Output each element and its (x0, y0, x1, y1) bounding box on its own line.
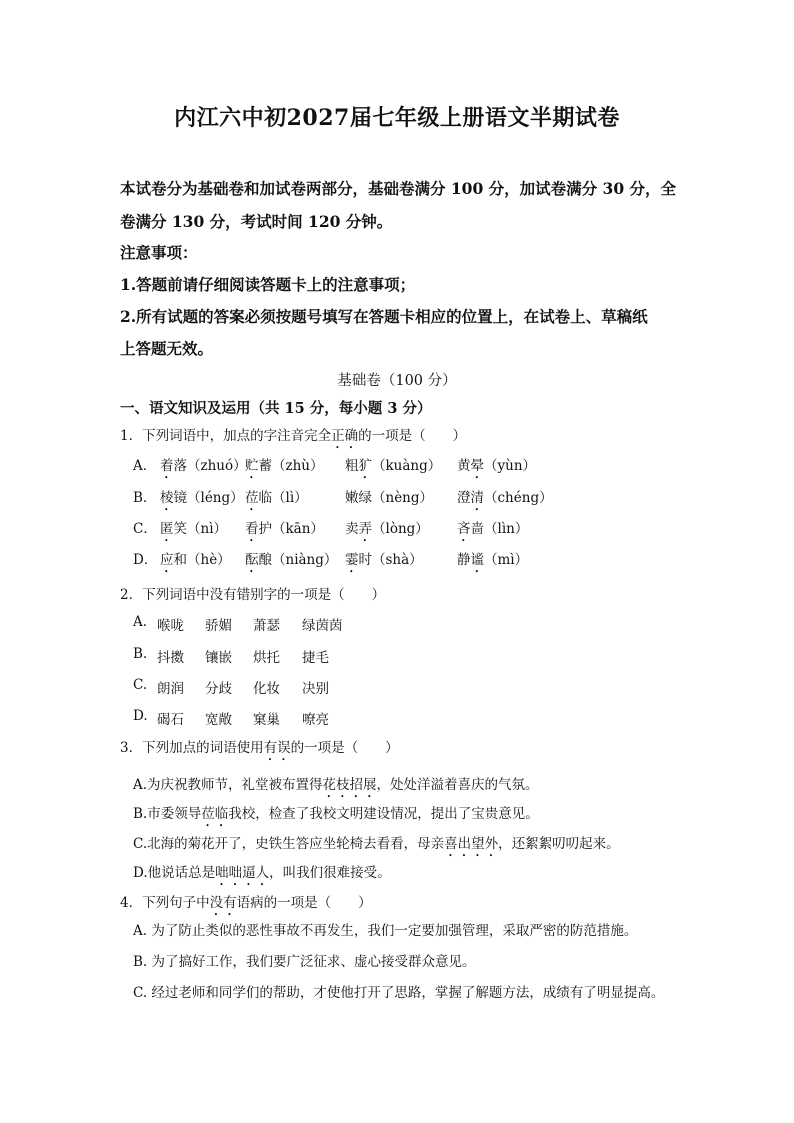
page-title: 内江六中初2027届七年级上册语文半期试卷 (174, 105, 620, 131)
dotted-char: 谧 (470, 552, 484, 568)
option-text-end: 我校，检查了我校文明建设情况，提出了宝贵意见。 (228, 806, 539, 822)
question-3-stem-text-end: 的一项是（ ） (290, 740, 399, 756)
option-word: 分歧 (205, 681, 232, 697)
word-part: 笑（nì） (173, 521, 228, 537)
word-part: 落（zhuó） (173, 458, 247, 474)
word-part: （kuàng） (372, 458, 442, 474)
option-word: 朗润 (157, 681, 184, 697)
option-word: 嘹亮 (302, 712, 329, 728)
word-part: （chéng） (484, 490, 553, 506)
option-label: B． (133, 490, 157, 506)
option-text: B.市委领导 (133, 806, 202, 822)
option-label: D. (133, 708, 148, 724)
word-part: 啬（lìn） (470, 521, 529, 537)
dotted-char: 棱 (160, 490, 174, 506)
question-1-stem-emphasis: 正确 (331, 428, 359, 444)
option-word (160, 517, 227, 545)
option-word: 喉咙 (157, 618, 184, 634)
question-1-stem (120, 424, 466, 452)
option-label: A. (133, 614, 148, 630)
option-word (345, 486, 433, 506)
word-part: 澄 (457, 490, 471, 506)
option-word: 窠巢 (253, 712, 280, 728)
notice-item-2-line-2: 上答题无效。 (120, 339, 214, 358)
option-word: 萧瑟 (253, 618, 280, 634)
option-word (160, 548, 231, 576)
option-word (245, 517, 324, 545)
dotted-char: 晕 (470, 458, 484, 474)
option-text-end: ，还絮絮叨叨起来。 (498, 836, 620, 852)
notice-item-1: 1.答题前请仔细阅读答题卡上的注意事项； (120, 275, 416, 294)
question-4-stem-text: 4．下列句子中 (120, 895, 210, 911)
intro-line-1: 本试卷分为基础卷和加试卷两部分，基础卷满分 100 分，加试卷满分 30 分，全 (120, 179, 677, 198)
notice-item-2-line-1: 2.所有试题的答案必须按题号填写在答题卡相应的位置上，在试卷上、草稿纸 (120, 307, 648, 326)
question-4-option-c: C. 经过老师和同学们的帮助，才使他打开了思路，掌握了解题方法，成绩有了明显提高。 (133, 985, 665, 1001)
word-part: 临（lì） (258, 490, 308, 506)
option-text: D.他说话总是 (133, 865, 216, 881)
option-word (457, 454, 536, 482)
word-part: 酿（niàng） (258, 552, 338, 568)
option-label: C. (133, 677, 148, 693)
option-word: 捷毛 (302, 650, 329, 666)
question-1-stem-text-end: 的一项是（ ） (358, 428, 467, 444)
intro-line-2: 卷满分 130 分，考试时间 120 分钟。 (120, 212, 393, 231)
word-part: 静 (457, 552, 471, 568)
question-1-stem-text: 1．下列词语中，加点的字注音完全 (120, 428, 332, 444)
word-part: （lòng） (372, 521, 429, 537)
option-emphasis: 花枝招展 (322, 777, 377, 793)
question-3-stem-text: 3．下列加点的词语使用 (120, 740, 264, 756)
word-part: 卖 (345, 521, 359, 537)
option-text: C.北海的菊花开了，史铁生答应坐轮椅去看看，母亲 (133, 836, 445, 852)
option-word (160, 486, 244, 514)
option-word (457, 486, 553, 514)
dotted-char: 应 (160, 552, 174, 568)
question-4-stem-text-end: 语病的一项是（ ） (236, 895, 372, 911)
question-3-option-b (133, 802, 539, 830)
option-word: 抖擞 (157, 650, 184, 666)
question-3-stem (120, 736, 399, 764)
option-word (245, 486, 308, 514)
option-word (345, 517, 429, 545)
option-word: 烘托 (253, 650, 280, 666)
word-part: 时（shà） (358, 552, 423, 568)
option-word: 碣石 (157, 712, 184, 728)
option-label: B. (133, 646, 148, 662)
option-word (345, 548, 423, 576)
dotted-char: 看 (245, 521, 259, 537)
question-4-stem (120, 891, 372, 919)
notice-heading: 注意事项： (120, 243, 198, 262)
option-word: 骄媚 (205, 618, 232, 634)
option-text-end: ，叫我们很难接受。 (269, 865, 391, 881)
option-emphasis: 喜出望外 (444, 836, 499, 852)
option-word (245, 454, 324, 482)
word-part: 嫩绿 (345, 490, 372, 506)
section-title: 基础卷（100 分） (337, 373, 457, 389)
option-emphasis: 莅临 (201, 806, 229, 822)
question-3-stem-emphasis: 有误 (263, 740, 291, 756)
option-word: 绿茵茵 (302, 618, 343, 634)
option-word: 宽敞 (205, 712, 232, 728)
option-emphasis: 咄咄逼人 (215, 865, 270, 881)
word-part: 粗 (345, 458, 359, 474)
word-part: 黄 (457, 458, 471, 474)
word-part: 蓄（zhù） (258, 458, 324, 474)
option-label: C． (133, 521, 157, 537)
dotted-char: 莅 (245, 490, 259, 506)
option-word (160, 454, 247, 482)
option-word (345, 454, 441, 482)
option-label: A． (133, 458, 157, 474)
word-part: 和（hè） (173, 552, 231, 568)
dotted-char: 犷 (358, 458, 372, 474)
option-word: 镶嵌 (205, 650, 232, 666)
option-word (457, 517, 528, 545)
option-word (457, 548, 528, 576)
option-word: 化妆 (253, 681, 280, 697)
option-word (245, 548, 337, 576)
option-label: D． (133, 552, 158, 568)
question-3-option-d (133, 861, 391, 889)
dotted-char: 清 (470, 490, 484, 506)
option-text: A.为庆祝教师节，礼堂被布置得 (133, 777, 323, 793)
question-3-option-a (133, 773, 539, 801)
word-part: （mì） (484, 552, 529, 568)
dotted-char: 弄 (358, 521, 372, 537)
word-part: （nèng） (372, 490, 434, 506)
dotted-char: 吝 (457, 521, 471, 537)
question-2-stem: 2．下列词语中没有错别字的一项是（ ） (120, 587, 386, 603)
part1-heading: 一、语文知识及运用（共 15 分，每小题 3 分） (120, 400, 432, 417)
word-part: 护（kān） (258, 521, 324, 537)
dotted-char: 贮 (245, 458, 259, 474)
dotted-char: 匿 (160, 521, 174, 537)
dotted-char: 酝 (245, 552, 259, 568)
option-text-end: ，处处洋溢着喜庆的气氛。 (376, 777, 539, 793)
question-4-option-b: B. 为了搞好工作，我们要广泛征求、虚心接受群众意见。 (133, 954, 476, 970)
word-part: 镜（léng） (173, 490, 244, 506)
option-word: 决别 (302, 681, 329, 697)
question-3-option-c (133, 832, 620, 860)
dotted-char: 着 (160, 458, 174, 474)
dotted-char: 霎 (345, 552, 359, 568)
question-4-option-a: A. 为了防止类似的恶性事故不再发生，我们一定要加强管理，采取严密的防范措施。 (133, 923, 638, 939)
question-4-stem-emphasis: 没有 (209, 895, 237, 911)
word-part: （yùn） (484, 458, 537, 474)
